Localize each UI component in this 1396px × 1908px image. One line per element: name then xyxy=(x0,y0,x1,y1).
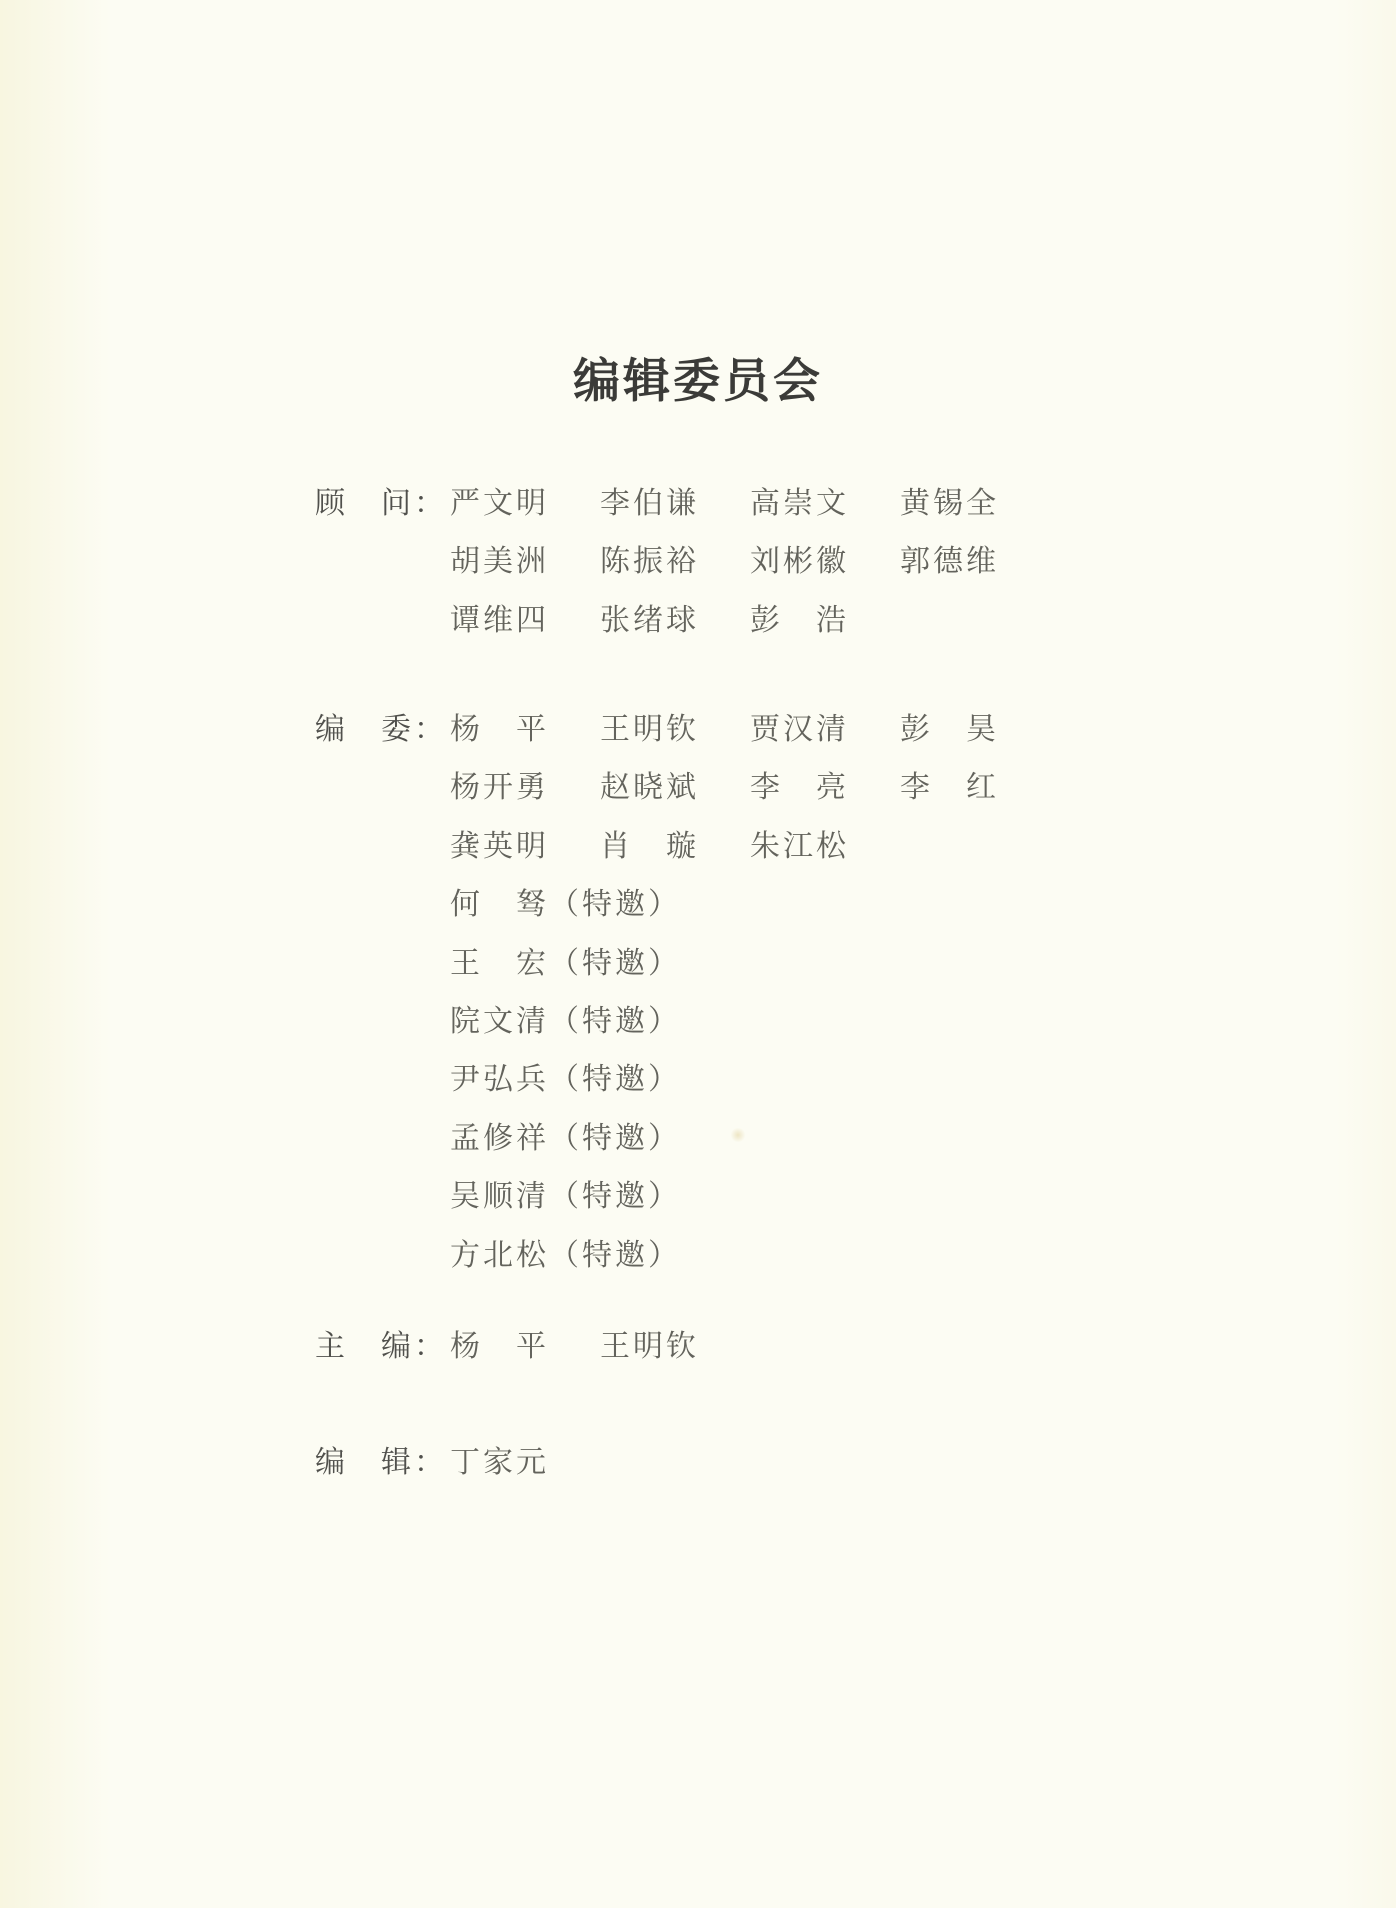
member-name: 高崇文 xyxy=(750,486,849,521)
member-name: 方北松（特邀） xyxy=(450,1237,681,1273)
member-name: 何 驽（特邀） xyxy=(450,887,681,923)
name-row xyxy=(450,1318,699,1376)
member-name: 赵晓斌 xyxy=(600,770,699,806)
member-name: 彭 昊 xyxy=(900,712,999,747)
member-name: 严文明 xyxy=(450,486,549,521)
name-rows-editor xyxy=(450,1434,549,1492)
member-name: 丁家元 xyxy=(450,1445,549,1480)
member-name: 郭德维 xyxy=(900,544,999,580)
name-row xyxy=(450,993,999,1051)
member-name: 吴顺清（特邀） xyxy=(450,1179,681,1215)
paper-edge-shading-right xyxy=(1336,0,1396,1908)
name-rows-editorial-board xyxy=(450,701,999,1285)
member-name: 孟修祥（特邀） xyxy=(450,1120,681,1156)
member-name: 李 亮 xyxy=(750,770,849,806)
name-row xyxy=(450,818,999,876)
member-name: 龚英明 xyxy=(450,828,549,864)
member-name: 刘彬徽 xyxy=(750,544,849,580)
name-row xyxy=(450,592,999,650)
member-name: 胡美洲 xyxy=(450,544,549,580)
paper-edge-shading xyxy=(0,0,110,1908)
member-name: 朱江松 xyxy=(750,828,849,864)
member-name: 李 红 xyxy=(900,770,999,806)
name-rows-advisors xyxy=(450,475,999,650)
name-rows-chief-editors xyxy=(450,1318,699,1376)
member-name: 黄锡全 xyxy=(900,486,999,521)
name-row xyxy=(450,533,999,591)
member-name: 院文清（特邀） xyxy=(450,1003,681,1039)
member-name: 尹弘兵（特邀） xyxy=(450,1062,681,1098)
name-row xyxy=(450,1168,999,1226)
name-row xyxy=(450,701,999,759)
member-name: 王 宏（特邀） xyxy=(450,945,681,981)
member-name: 肖 璇 xyxy=(600,828,699,864)
member-name: 陈振裕 xyxy=(600,544,699,580)
name-row xyxy=(450,935,999,993)
section-label-editor: 编 辑： xyxy=(315,1445,447,1480)
member-name: 王明钦 xyxy=(600,1329,699,1364)
member-name: 彭 浩 xyxy=(750,602,849,638)
section-label-editorial-board: 编 委： xyxy=(315,712,447,747)
member-name: 杨 平 xyxy=(450,1329,549,1364)
member-name: 李伯谦 xyxy=(600,486,699,521)
section-label-chief-editors: 主 编： xyxy=(315,1329,447,1364)
name-row xyxy=(450,759,999,817)
member-name: 杨 平 xyxy=(450,712,549,747)
member-name: 杨开勇 xyxy=(450,770,549,806)
name-row xyxy=(450,1051,999,1109)
name-row xyxy=(450,1227,999,1285)
member-name: 王明钦 xyxy=(600,712,699,747)
page-title: 编辑委员会 xyxy=(573,354,823,409)
name-row xyxy=(450,1434,549,1492)
name-row xyxy=(450,1110,999,1168)
member-name: 贾汉清 xyxy=(750,712,849,747)
name-row xyxy=(450,475,999,533)
section-label-advisors: 顾 问： xyxy=(315,486,447,521)
name-row xyxy=(450,876,999,934)
member-name: 张绪球 xyxy=(600,602,699,638)
member-name: 谭维四 xyxy=(450,602,549,638)
